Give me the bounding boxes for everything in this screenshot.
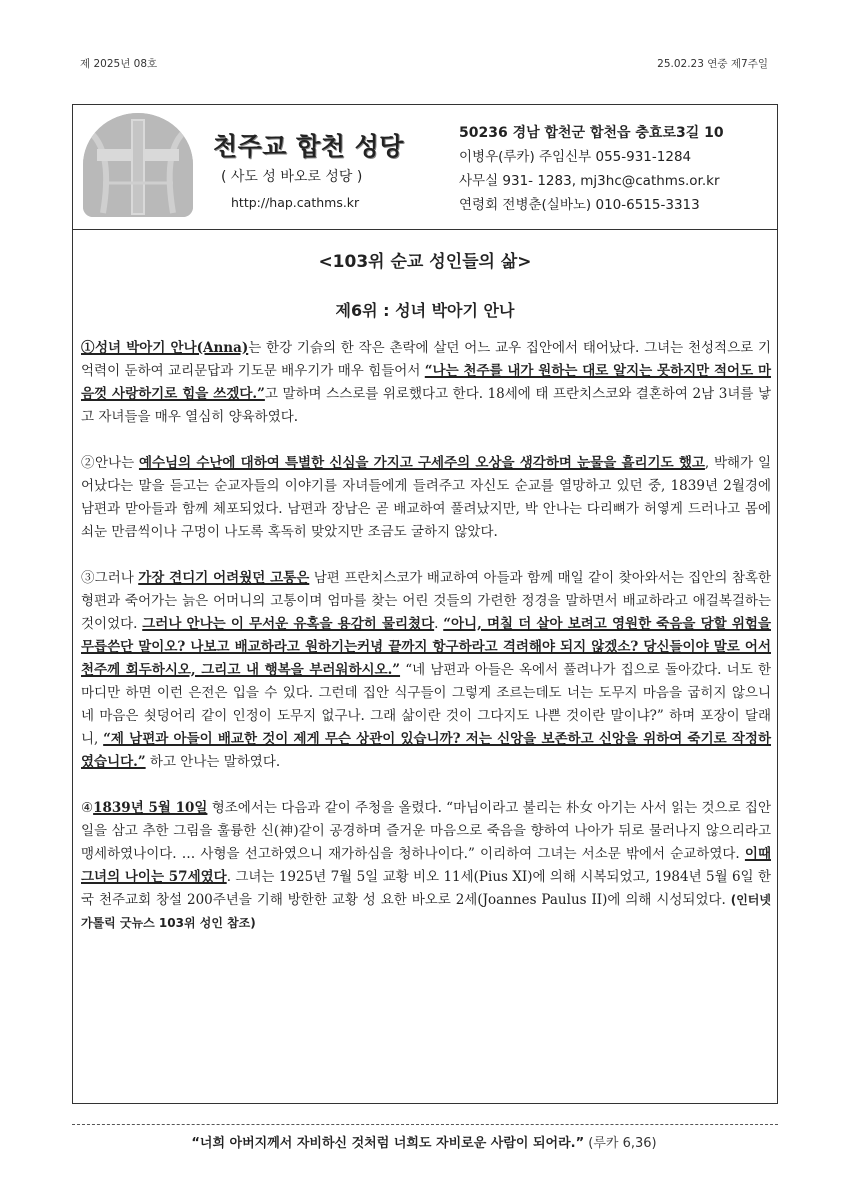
paragraph-4 xyxy=(81,797,771,935)
issue-date: 25.02.23 연중 제7주일 xyxy=(657,58,768,70)
parish-address: 50236 경남 합천군 합천읍 충효로3길 10 xyxy=(459,125,724,141)
footer-reference: (루카 6,36) xyxy=(584,1136,657,1151)
p2-text-1: ②안나는 xyxy=(81,455,139,471)
article-title: <103위 순교 성인들의 삶> xyxy=(318,252,532,272)
paragraph-3 xyxy=(81,567,771,774)
p3-text-2: 남편 프란치스코가 배교하여 아들과 함께 매일 같이 찾아와서는 집안의 참혹한 형편과 죽어가는 늙은 어머니의 고통이며 엄마를 찾는 어린 것들의 가련한 정경을 말하면서 배교하라고 애걸복걸하는 것이었다. xyxy=(81,570,771,632)
parish-logo-cross-icon xyxy=(83,113,193,217)
p4-text-2: 형조에서는 다음과 같이 주청을 올렸다. “마님이라고 불리는 朴女 아기는 사서 읽는 것으로 집안일을 삼고 추한 그림을 훌륭한 신(神)같이 공경하며 즐거운 마음으로 죽음을 향하여 나아가 뒤로 물러나지 않으리라고 맹세하였나이다. … 사형을 선고하였으니 재가하심을 청하나이다.” 이리하여 그녀는 서소문 밖에서 순교하였다. xyxy=(81,800,771,862)
issue-number: 제 2025년 08호 xyxy=(80,58,158,70)
parish-patron: ( 사도 성 바오로 성당 ) xyxy=(221,169,363,185)
p3-highlight-1: 가장 견디기 어려웠던 고통은 xyxy=(138,570,310,586)
p3-quote-2: “제 남편과 아들이 배교한 것이 제게 무슨 상관이 있습니까? 저는 신앙을 보존하고 신앙을 위하여 죽기로 작정하였습니다.” xyxy=(81,731,771,770)
footer-divider xyxy=(72,1124,778,1125)
paragraph-1 xyxy=(81,337,771,429)
p3-quote-1: “아니, 며칠 더 살아 보려고 영원한 죽음을 당할 위험을 무릅쓴단 말이오? 나보고 배교하라고 원하기는커녕 끝까지 항구하라고 격려해야 되지 않겠소? 당신들이야 말로 어서 천주께 회두하시오, 그리고 내 행복을 부러워하시오.” xyxy=(81,616,771,678)
office-contact: 사무실 931- 1283, mj3hc@cathms.or.kr xyxy=(459,173,720,189)
p3-text-1: ③그러나 xyxy=(81,570,139,586)
p1-quote: “나는 천주를 내가 원하는 대로 알지는 못하지만 적어도 마음껏 사랑하기로 힘을 쓰겠다.” xyxy=(81,363,771,402)
p4-date: 1839년 5월 10일 xyxy=(93,800,208,816)
p4-text-3: . 그녀는 1925년 7월 5일 교황 비오 11세(Pius XI)에 의해 시복되었고, 1984년 5월 6일 한국 천주교회 창설 200주년을 기해 방한한 교황 성 요한 바오로 2세(Joannes Paulus II)에 의해 시성되었다. xyxy=(81,869,771,908)
p4-source: (인터넷 가톨릭 굿뉴스 103위 성인 참조) xyxy=(81,893,771,930)
paragraph-2 xyxy=(81,452,771,544)
p4-highlight: 이때 그녀의 나이는 57세였다 xyxy=(81,846,771,885)
footer-quote: “너희 아버지께서 자비하신 것처럼 너희도 자비로운 사람이 되어라.” xyxy=(191,1136,585,1151)
article-subtitle: 제6위 : 성녀 박아기 안나 xyxy=(335,301,515,320)
p1-saint-name: ①성녀 박아기 안나(Anna) xyxy=(81,340,249,356)
article-body xyxy=(81,337,771,935)
p3-text-5: 하고 안나는 말하였다. xyxy=(145,754,281,770)
parish-header xyxy=(73,105,777,230)
p3-text-3: . xyxy=(434,616,444,632)
p1-text-1: 는 한강 기슭의 한 작은 촌락에 살던 어느 교우 집안에서 태어났다. 그녀는 천성적으로 기억력이 둔하여 교리문답과 기도문 배우기가 매우 힘들어서 xyxy=(81,340,771,379)
parish-name: 천주교 합천 성당 xyxy=(213,132,404,161)
footer xyxy=(0,1132,848,1151)
top-meta xyxy=(80,56,768,72)
p3-text-4: “네 남편과 아들은 옥에서 풀려나가 집으로 돌아갔다. 너도 한 마디만 하면 이런 은전은 입을 수 있다. 그런데 집안 식구들이 그렇게 조르는데도 너는 도무지 마음을 굽히지 않으니 네 마음은 쇳덩어리 같이 인정이 도무지 없구나. 그래 삶이란 것이 그다지도 나쁜 것이란 말이냐?” 하며 포장이 달래니, xyxy=(81,662,771,747)
p1-text-2: 고 말하며 스스로를 위로했다고 한다. 18세에 태 프란치스코와 결혼하여 2남 3녀를 낳고 자녀들을 매우 열심히 양육하였다. xyxy=(81,386,771,425)
parish-url[interactable]: http://hap.cathms.kr xyxy=(231,195,360,210)
pastor-contact: 이병우(루카) 주임신부 055-931-1284 xyxy=(459,149,692,165)
parish-contact-info xyxy=(459,121,769,217)
p4-text-1: ④ xyxy=(81,800,94,816)
council-contact: 연령회 전병춘(실바노) 010-6515-3313 xyxy=(459,197,700,213)
p2-text-2: , 박해가 일어났다는 말을 듣고는 순교자들의 이야기를 자녀들에게 들려주고 자신도 순교를 열망하고 있던 중, 1839년 2월경에 남편과 맏아들과 함께 체포되었다. 남편과 장남은 곧 배교하여 풀려났지만, 박 안나는 다리뼈가 허옇게 드러나고 몸에 쇠눈 만큼씩이나 구멍이 나도록 혹독히 맞았지만 조금도 굴하지 않았다. xyxy=(81,455,771,540)
bulletin-frame xyxy=(72,104,778,1104)
p3-highlight-2: 그러나 안나는 이 무서운 유혹을 용감히 물리쳤다 xyxy=(142,616,435,632)
p2-highlight: 예수님의 수난에 대하여 특별한 신심을 가지고 구세주의 오상을 생각하며 눈물을 흘리기도 했고 xyxy=(138,455,705,471)
